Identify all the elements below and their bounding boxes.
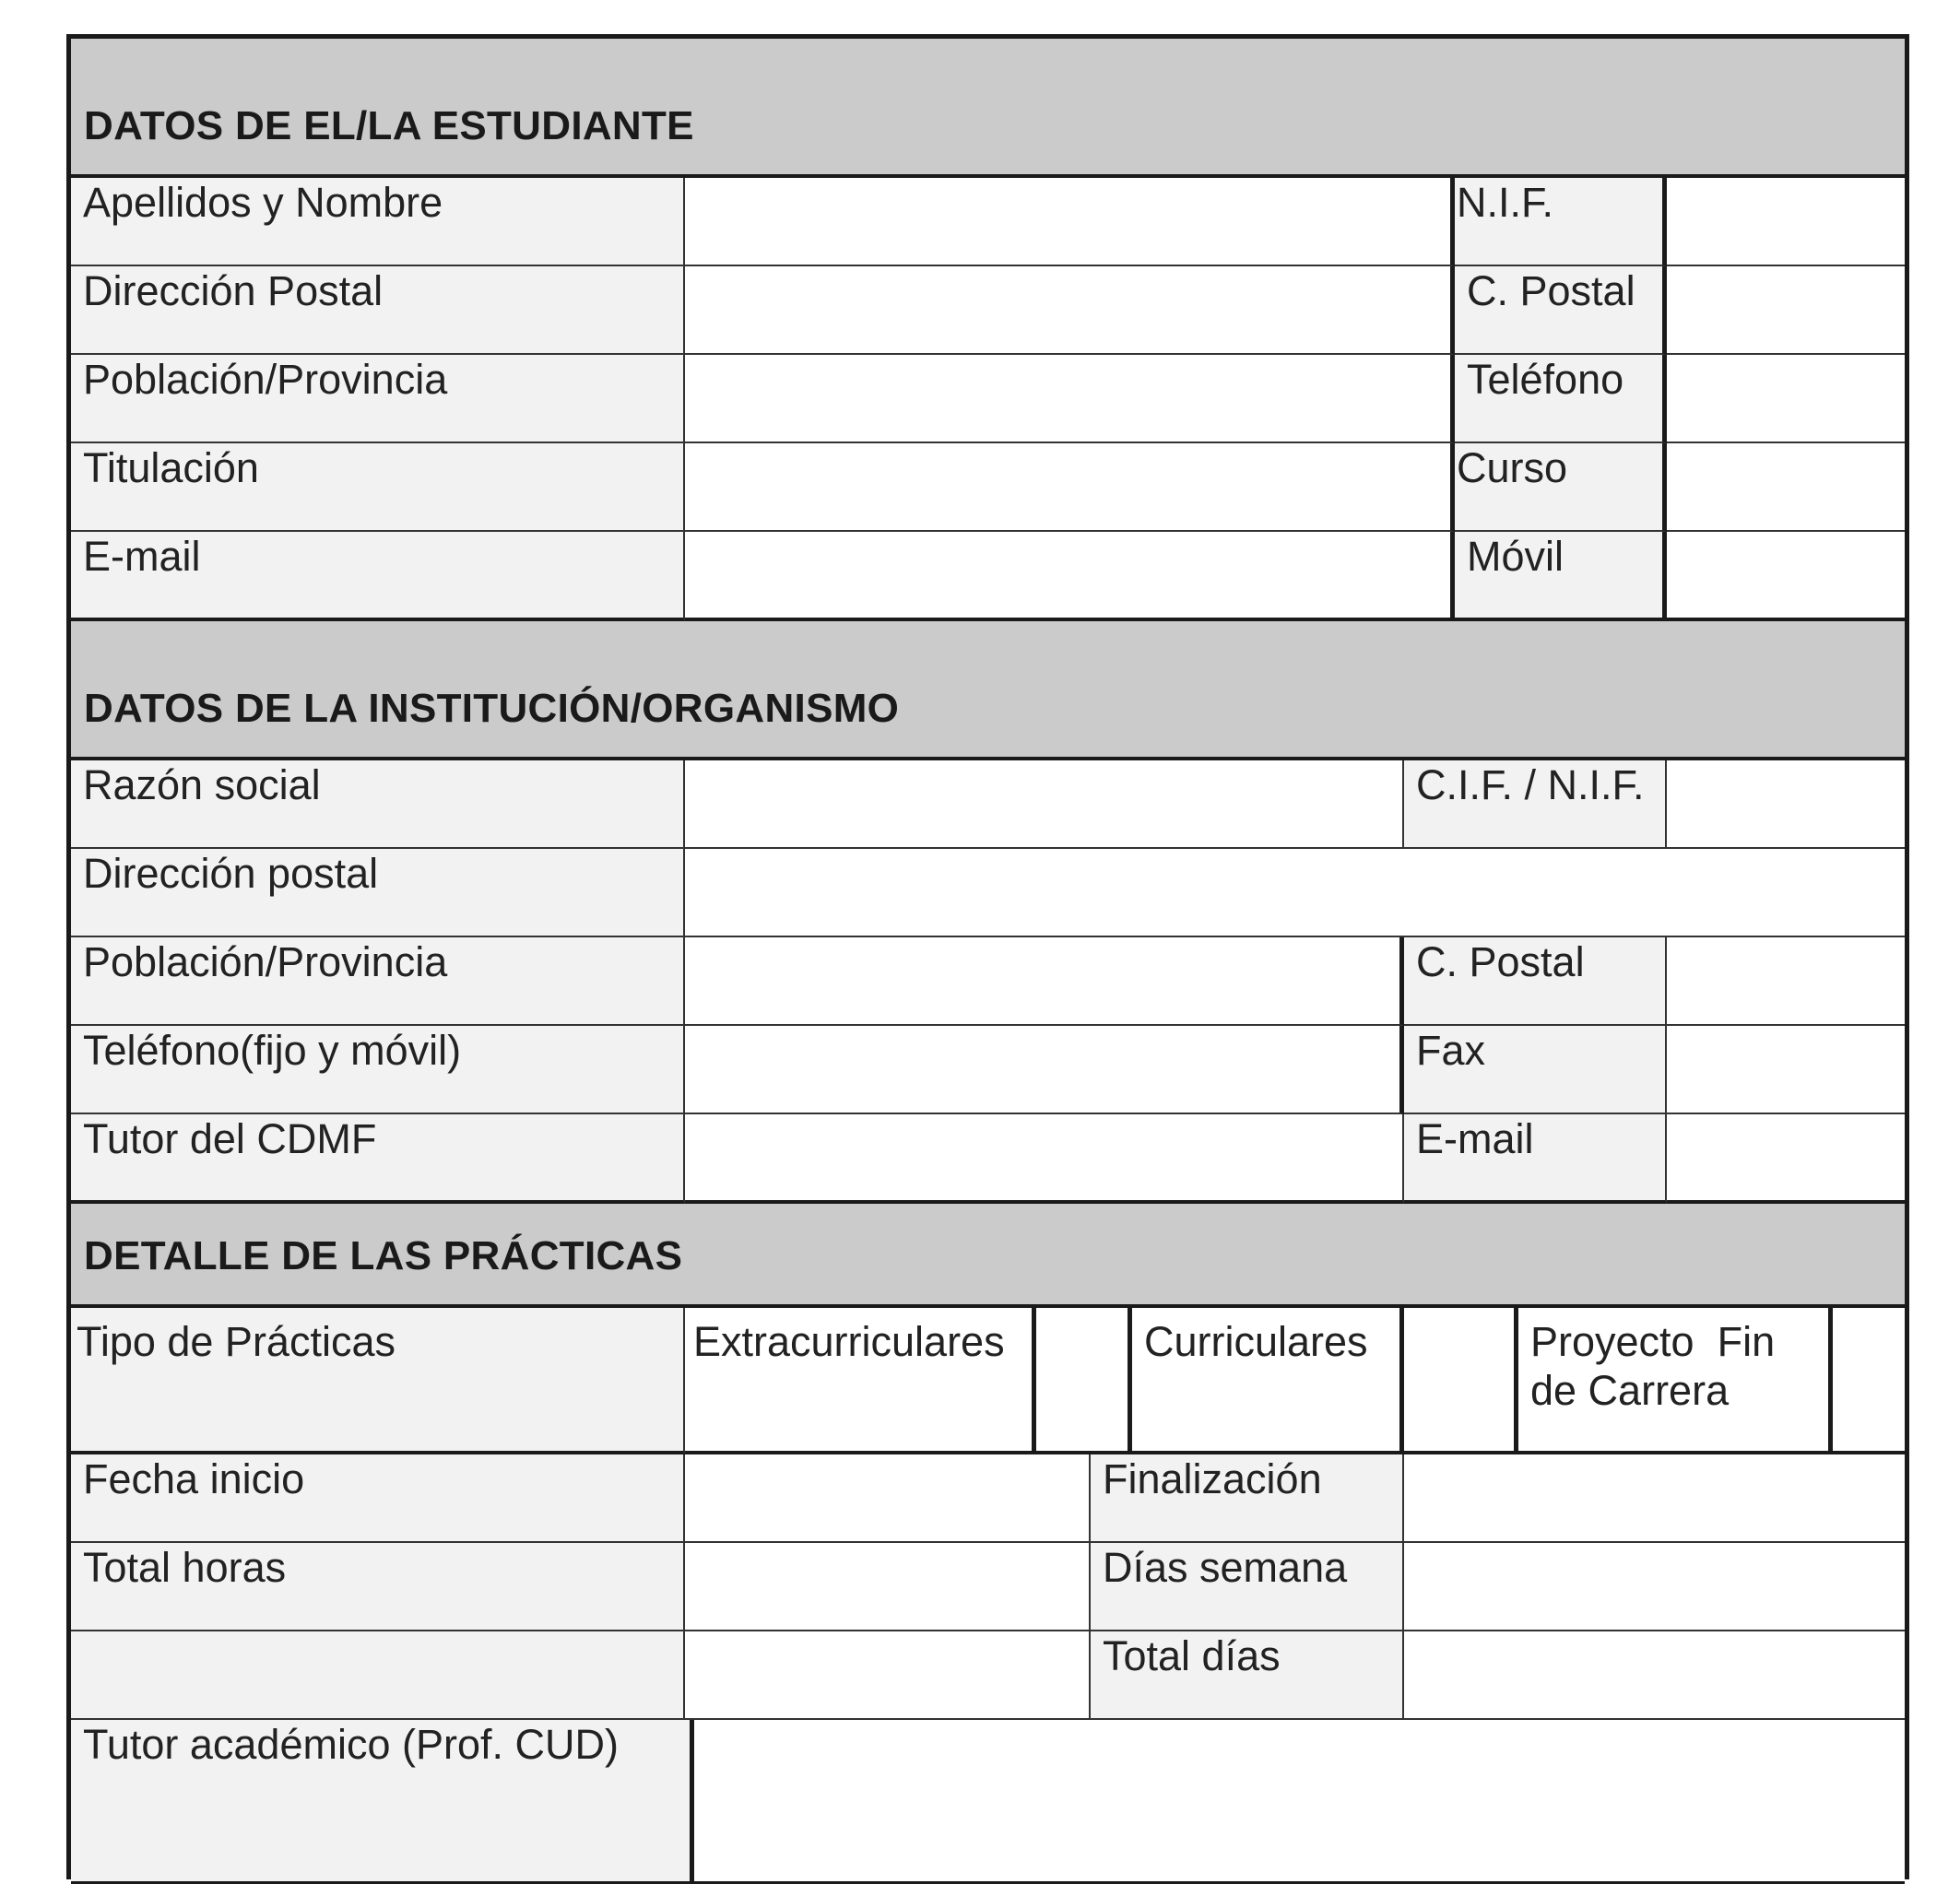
option-pfc-label: Proyecto Fin de Carrera: [1518, 1308, 1833, 1454]
institution-cif-field[interactable]: [1667, 760, 1905, 849]
student-email-field[interactable]: [685, 532, 1455, 621]
option-curricular-label: Curriculares: [1132, 1308, 1404, 1454]
student-course-label: Curso: [1455, 443, 1667, 532]
days-week-field[interactable]: [1404, 1543, 1905, 1631]
institution-city-field[interactable]: [685, 937, 1404, 1026]
section-header-student: [71, 39, 1905, 178]
student-phone-field[interactable]: [1667, 355, 1905, 443]
practicas-form: [66, 34, 1909, 1879]
institution-fax-field[interactable]: [1667, 1026, 1905, 1114]
institution-name-field[interactable]: [685, 760, 1404, 849]
end-date-field[interactable]: [1404, 1454, 1905, 1543]
empty-field[interactable]: [685, 1631, 1091, 1720]
start-date-label: Fecha inicio: [71, 1454, 685, 1543]
option-extracurricular-checkbox[interactable]: [1036, 1308, 1132, 1454]
institution-fax-label: Fax: [1404, 1026, 1667, 1114]
student-address-field[interactable]: [685, 266, 1455, 355]
institution-address-field[interactable]: [685, 849, 1905, 937]
institution-email-field[interactable]: [1667, 1114, 1905, 1204]
student-mobile-label: Móvil: [1455, 532, 1667, 621]
student-degree-label: Titulación: [71, 443, 685, 532]
student-degree-field[interactable]: [685, 443, 1455, 532]
institution-name-label: Razón social: [71, 760, 685, 849]
academic-tutor-label: Tutor académico (Prof. CUD): [71, 1720, 694, 1884]
section-title-student: DATOS DE EL/LA ESTUDIANTE: [84, 103, 694, 148]
section-header-institution: [71, 621, 1905, 760]
student-mobile-field[interactable]: [1667, 532, 1905, 621]
institution-postal-field[interactable]: [1667, 937, 1905, 1026]
institution-tutor-field[interactable]: [685, 1114, 1404, 1204]
start-date-field[interactable]: [685, 1454, 1091, 1543]
student-postal-label: C. Postal: [1455, 266, 1667, 355]
student-city-field[interactable]: [685, 355, 1455, 443]
student-email-label: E-mail: [71, 532, 685, 621]
total-days-field[interactable]: [1404, 1631, 1905, 1720]
option-curricular-checkbox[interactable]: [1404, 1308, 1518, 1454]
institution-cif-label: C.I.F. / N.I.F.: [1404, 760, 1667, 849]
total-hours-field[interactable]: [685, 1543, 1091, 1631]
institution-email-label: E-mail: [1404, 1114, 1667, 1204]
student-course-field[interactable]: [1667, 443, 1905, 532]
academic-tutor-field[interactable]: [694, 1720, 1905, 1884]
total-hours-label: Total horas: [71, 1543, 685, 1631]
institution-phone-field[interactable]: [685, 1026, 1404, 1114]
institution-tutor-label: Tutor del CDMF: [71, 1114, 685, 1204]
institution-city-label: Población/Provincia: [71, 937, 685, 1026]
section-title-practices: DETALLE DE LAS PRÁCTICAS: [84, 1233, 683, 1278]
total-days-label: Total días: [1091, 1631, 1404, 1720]
section-header-practices: [71, 1204, 1905, 1308]
days-week-label: Días semana: [1091, 1543, 1404, 1631]
section-title-institution: DATOS DE LA INSTITUCIÓN/ORGANISMO: [84, 686, 900, 731]
empty-label: [71, 1631, 685, 1720]
student-phone-label: Teléfono: [1455, 355, 1667, 443]
institution-address-label: Dirección postal: [71, 849, 685, 937]
practice-type-label: Tipo de Prácticas: [71, 1308, 685, 1454]
option-extracurricular-label: Extracurriculares: [685, 1308, 1036, 1454]
end-date-label: Finalización: [1091, 1454, 1404, 1543]
institution-postal-label: C. Postal: [1404, 937, 1667, 1026]
student-name-label: Apellidos y Nombre: [71, 178, 685, 266]
institution-phone-label: Teléfono(fijo y móvil): [71, 1026, 685, 1114]
student-nif-field[interactable]: [1667, 178, 1905, 266]
student-nif-label: N.I.F.: [1455, 178, 1667, 266]
option-pfc-checkbox[interactable]: [1833, 1308, 1905, 1454]
student-name-field[interactable]: [685, 178, 1455, 266]
student-address-label: Dirección Postal: [71, 266, 685, 355]
student-postal-field[interactable]: [1667, 266, 1905, 355]
student-city-label: Población/Provincia: [71, 355, 685, 443]
